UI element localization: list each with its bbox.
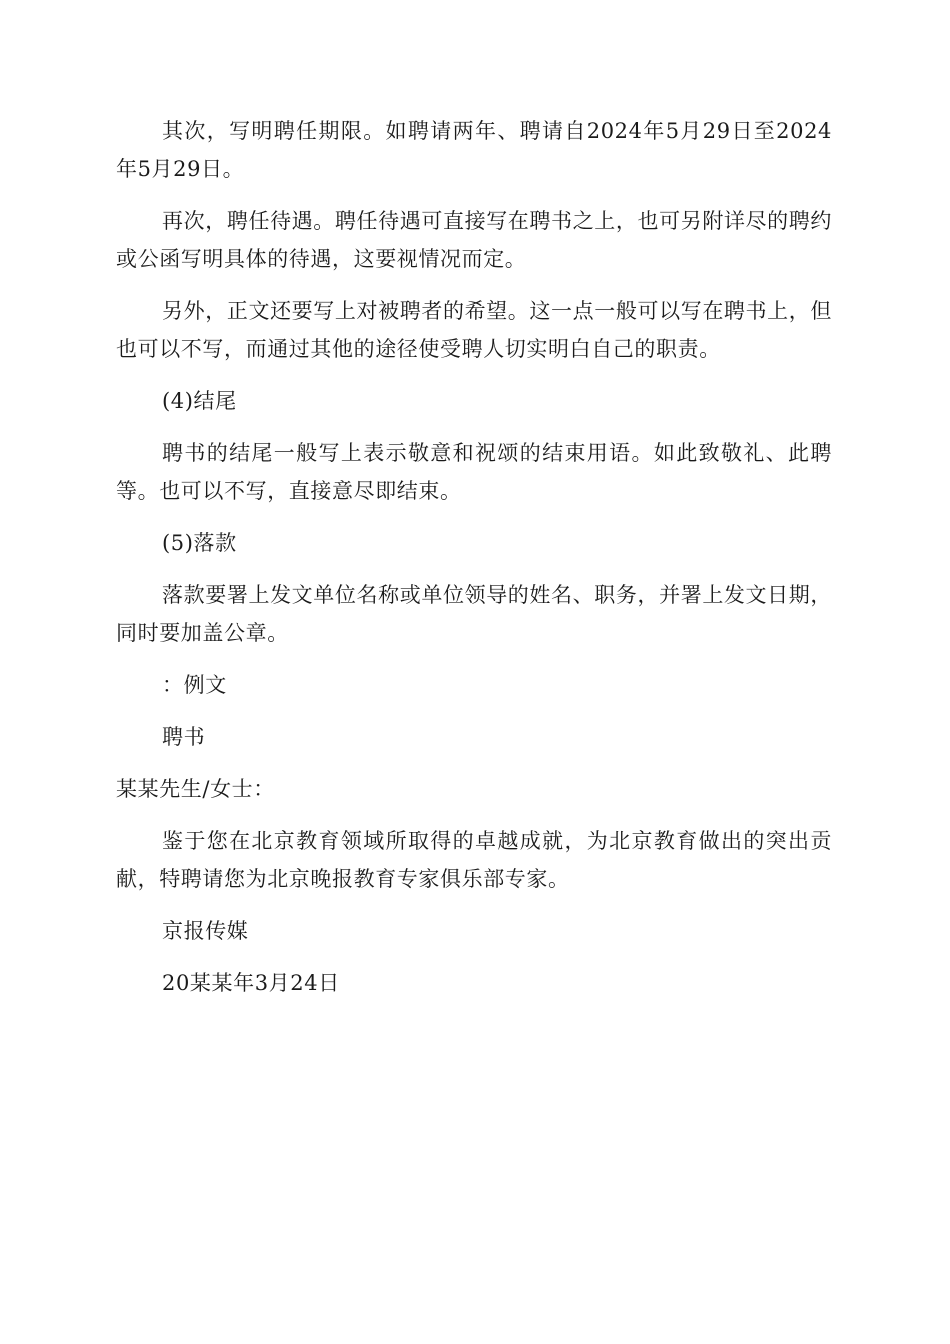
paragraph-expectation: 另外，正文还要写上对被聘者的希望。这一点一般可以写在聘书上，但也可以不写，而通过其他的途径使受聘人切实明白自己的职责。 [116, 299, 832, 361]
heading-signature: (5)落款 [162, 531, 237, 555]
letter-salutation: 某某先生/女士： [116, 777, 275, 801]
letter-date: 20某某年3月24日 [162, 971, 340, 995]
document-body [116, 112, 832, 1002]
letter-title: 聘书 [162, 725, 206, 749]
paragraph-ending: 聘书的结尾一般写上表示敬意和祝颂的结束用语。如此致敬礼、此聘等。也可以不写，直接意尽即结束。 [116, 441, 832, 503]
letter-body: 鉴于您在北京教育领域所取得的卓越成就，为北京教育做出的突出贡献，特聘请您为北京晚报教育专家俱乐部专家。 [116, 829, 832, 891]
letter-issuer: 京报传媒 [162, 919, 249, 943]
heading-ending: (4)结尾 [162, 389, 237, 413]
paragraph-term: 其次，写明聘任期限。如聘请两年、聘请自2024年5月29日至2024年5月29日。 [116, 119, 832, 181]
example-label: ：例文 [162, 673, 227, 697]
paragraph-treatment: 再次，聘任待遇。聘任待遇可直接写在聘书之上，也可另附详尽的聘约或公函写明具体的待遇，这要视情况而定。 [116, 209, 832, 271]
paragraph-signature: 落款要署上发文单位名称或单位领导的姓名、职务，并署上发文日期，同时要加盖公章。 [116, 583, 832, 645]
